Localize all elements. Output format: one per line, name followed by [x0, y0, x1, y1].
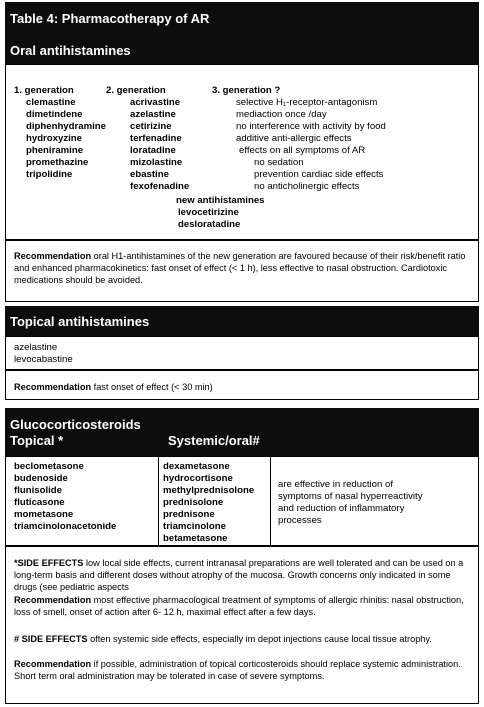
list-item: pheniramine — [26, 145, 84, 156]
oral-recommendation — [5, 240, 479, 302]
side-effects-label: *SIDE EFFECTS — [14, 558, 84, 568]
side-effects-body: often systemic side effects, especially im depot injections cause local tissue atrophy. — [87, 634, 432, 644]
list-item: no sedation — [254, 157, 304, 168]
glucocorticosteroids-list — [5, 456, 479, 546]
glucocorticosteroids-header — [5, 408, 479, 456]
first-generation-header: 1. generation — [14, 85, 74, 96]
table-title: Table 4: Pharmacotherapy of AR — [10, 11, 210, 26]
recommendation-label: Recommendation — [14, 382, 92, 392]
side-effects-body: low local side effects, current intranasal preparations are well tolerated and can be used on a long-term basis and different doses without atrophy of the mucosa. Growth concerns only indicated in some drugs (see pediatric aspects — [14, 558, 464, 593]
list-item: promethazine — [26, 157, 89, 168]
list-item: mizolastine — [130, 157, 183, 168]
third-generation-header: 3. generation ? — [212, 85, 281, 96]
recommendation-topical — [14, 594, 472, 618]
recommendation-label: Recommendation — [14, 659, 92, 669]
list-item: betametasone — [163, 533, 228, 544]
list-item: acrivastine — [130, 97, 181, 108]
recommendation-text — [14, 250, 472, 287]
list-item: dimetindene — [26, 109, 83, 120]
list-item: prevention cardiac side effects — [254, 169, 384, 180]
systemic-header: Systemic/oral# — [168, 433, 260, 448]
glucocorticosteroids-notes — [5, 546, 479, 704]
column-divider — [158, 457, 159, 545]
list-item: tripolidine — [26, 169, 73, 180]
side-effects-topical — [14, 557, 472, 594]
topical-antihistamines-header — [5, 306, 479, 336]
list-item: levocabastine — [14, 354, 73, 365]
list-item: fexofenadine — [130, 181, 190, 192]
oral-antihistamines-list — [5, 64, 479, 240]
recommendation-label: Recommendation — [14, 595, 92, 605]
list-item: additive anti-allergic effects — [236, 133, 352, 144]
side-effects-systemic — [14, 633, 472, 645]
list-item: triamcinolone — [163, 521, 226, 532]
list-item: methylprednisolone — [163, 485, 255, 496]
list-item: prednisone — [163, 509, 215, 520]
list-item: azelastine — [14, 342, 58, 353]
list-item: cetirizine — [130, 121, 172, 132]
topical-antihistamines-list — [5, 336, 479, 370]
list-item: no anticholinergic effects — [254, 181, 360, 192]
effects-line: processes — [278, 515, 322, 526]
effects-line: are effective in reduction of — [278, 479, 394, 490]
new-antihistamines-title: new antihistamines — [176, 195, 265, 206]
recommendation-body: oral H1-antihistamines of the new generation are favoured because of their risk/benefit ratio and enhanced pharmacokinetics: fast onset of effect (< 1 h), less effective to nasal obstruction. Cardiotoxic medications should be avoided. — [14, 251, 466, 286]
list-item: hydrocortisone — [163, 473, 233, 484]
list-item: clemastine — [26, 97, 76, 108]
recommendation-label: Recommendation — [14, 251, 92, 261]
column-divider — [270, 457, 271, 545]
glucocorticosteroids-heading: Glucocorticosteroids — [10, 417, 141, 432]
list-item: hydroxyzine — [26, 133, 82, 144]
list-item: azelastine — [130, 109, 176, 120]
recommendation-body: if possible, administration of topical corticosteroids should replace systemic administration. Short term oral administration may be tolerated in case of severe symptoms. — [14, 659, 461, 682]
list-item: ebastine — [130, 169, 169, 180]
list-item: mediaction once /day — [236, 109, 327, 120]
list-item: terfenadine — [130, 133, 182, 144]
list-item: selective H₁-receptor-antagonism — [236, 97, 378, 108]
list-item: no interference with activity by food — [236, 121, 386, 132]
oral-antihistamines-heading: Oral antihistamines — [10, 43, 131, 58]
second-generation-header: 2. generation — [106, 85, 166, 96]
recommendation-systemic — [14, 658, 472, 682]
topical-header: Topical * — [10, 433, 64, 448]
table-header — [5, 2, 479, 64]
list-item: levocetirizine — [178, 207, 239, 218]
list-item: dexametasone — [163, 461, 230, 472]
effects-line: symptoms of nasal hyperreactivity — [278, 491, 423, 502]
list-item: beclometasone — [14, 461, 84, 472]
list-item: triamcinolonacetonide — [14, 521, 117, 532]
list-item: diphenhydramine — [26, 121, 106, 132]
list-item: prednisolone — [163, 497, 224, 508]
topical-antihistamines-recommendation — [5, 370, 479, 400]
side-effects-label: # SIDE EFFECTS — [14, 634, 88, 644]
list-item: fluticasone — [14, 497, 65, 508]
recommendation-text — [14, 381, 472, 393]
topical-antihistamines-heading: Topical antihistamines — [10, 314, 150, 329]
recommendation-body: fast onset of effect (< 30 min) — [91, 382, 213, 392]
list-item: mometasone — [14, 509, 74, 520]
list-item: budenoside — [14, 473, 68, 484]
list-item: flunisolide — [14, 485, 62, 496]
pharmacotherapy-table — [5, 2, 479, 704]
list-item: effects on all symptoms of AR — [239, 145, 366, 156]
list-item: desloratadine — [178, 219, 241, 230]
list-item: loratadine — [130, 145, 176, 156]
recommendation-body: most effective pharmacological treatment of symptoms of allergic rhinitis: nasal obstruction, loss of smell, onset of action after 6- 12 h, maximal effect after a few days. — [14, 595, 464, 618]
effects-line: and reduction of inflammatory — [278, 503, 405, 514]
